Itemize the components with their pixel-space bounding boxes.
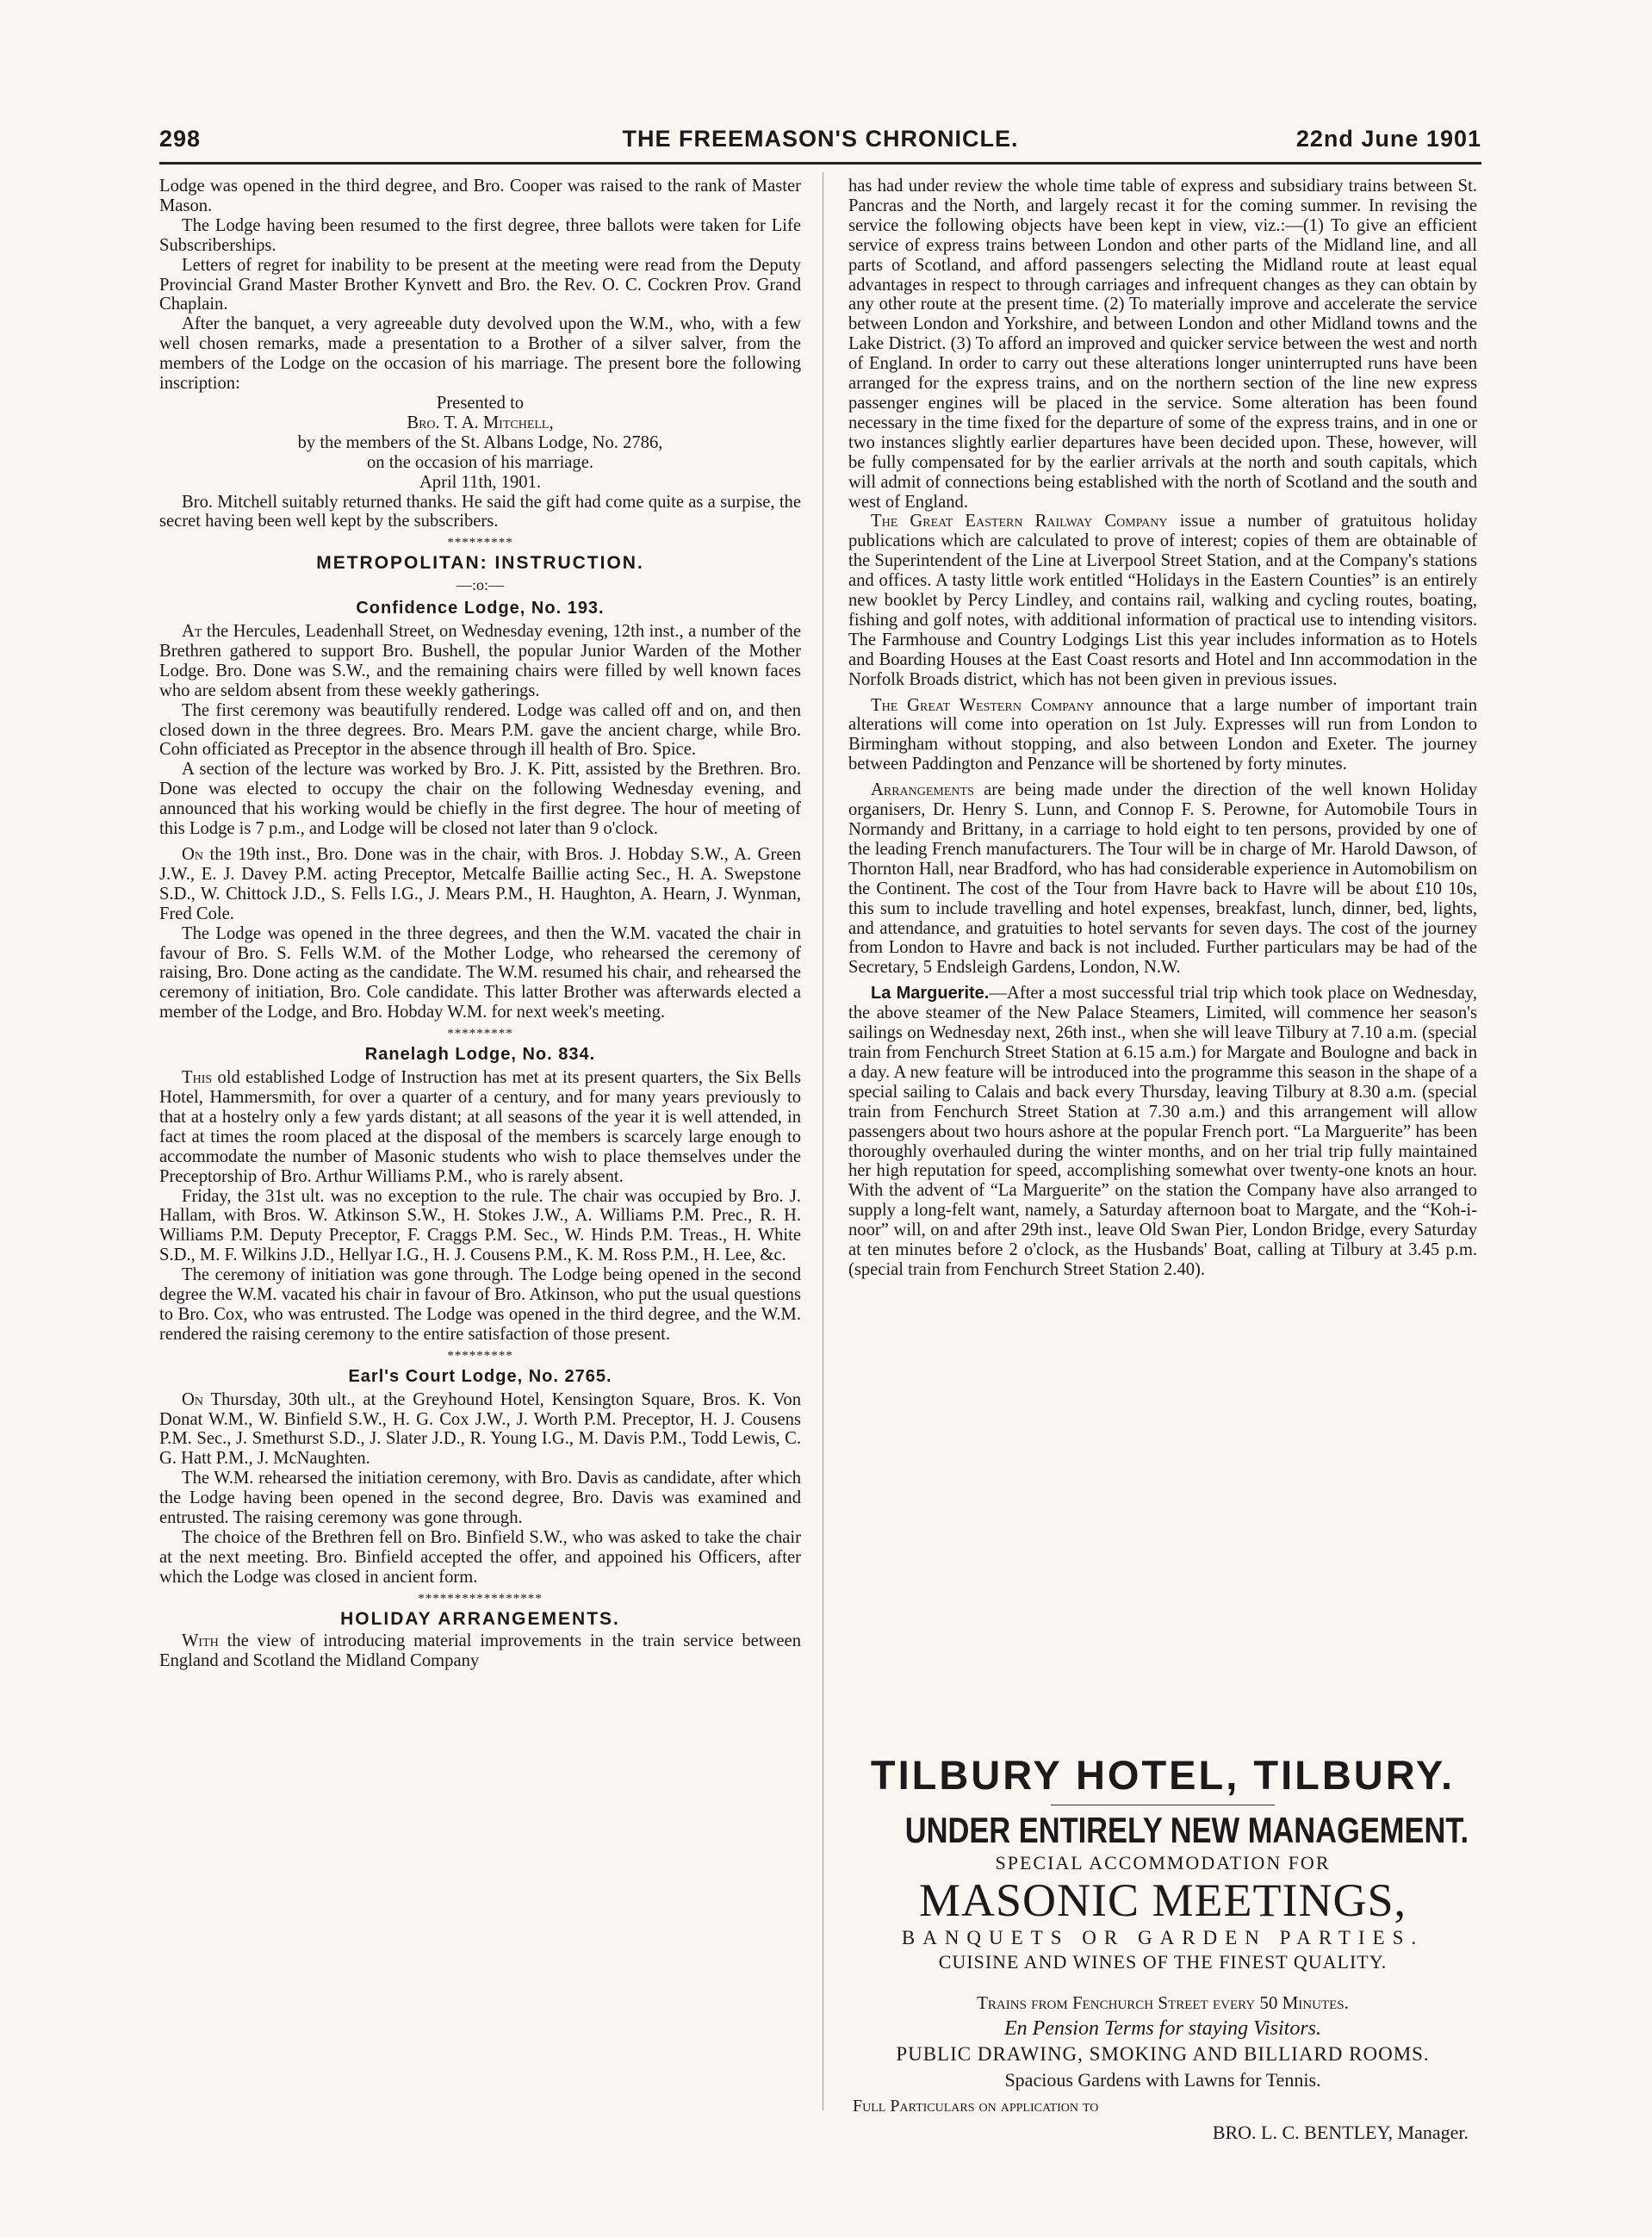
masthead-rule (159, 162, 1481, 165)
publication-title: THE FREEMASON'S CHRONICLE. (622, 126, 1019, 152)
heading-ornament: —:o:— (456, 576, 504, 594)
lead-words: The Great Western Company (871, 695, 1094, 715)
ad-special: SPECIAL ACCOMMODATION FOR (995, 1852, 1331, 1873)
paragraph (848, 696, 1477, 775)
paragraph: The Lodge having been resumed to the first degree, three ballots were taken for Life Subscriberships. (159, 215, 801, 255)
paragraph-text: issue a number of gratuitous holiday publications which are calculated to prove of interest; copies of them are obtainable of the Superintendent of the Line at Liverpool Street Station, and at the Company's stations and offices. A tasty little work entitled “Holidays in the Eastern Counties” is an entirely new booklet by Percy Lindley, and contains rail, walking and cycling routes, boating, fishing and golf notes, with additional information of practical use to intending visitors. The Farmhouse and Country Lodgings List this year includes information as to Hotels and Boarding Houses at the East Coast resorts and Hotel and Inn accommodation in the Norfolk Broads district, which has not been given in previous issues. (848, 512, 1478, 689)
left-column (159, 177, 801, 1670)
paragraph: The first ceremony was beautifully rendered. Lodge was called off and on, and then closed down in the three degrees. Bro. Mears P.M. gave the ancient charge, while Bro. Cohn officiated as Preceptor in the absence through ill health of Bro. Spice. (159, 700, 801, 760)
paragraph: has had under review the whole time table of express and subsidiary trains between St. Pancras and the North, and largely recast it for the coming summer. In revising the service the following objects have been kept in view, viz.:—(1) To give an efficient service of express trains between London and other parts of the Midland line, and all parts of Scotland, and afford passengers selecting the Midland route at least equal advantages in respect to through carriages and infrequent changes as they can obtain by any other route at the present time. (2) To materially improve and accelerate the service between London and Yorkshire, and between London and other Midland towns and the Lake District. (3) To afford an improved and quicker service between the west and north of England. In order to carry out these alterations longer uninterrupted runs have been arranged for the express trains, and on the northern section of the line new express passenger engines will be placed in the service. Some alteration has been found necessary in the time fixed for the departure of some of the express trains, and in one or two instances slightly earlier departures have been decided upon. These, however, will be fully compensated for by the earlier arrivals at the north and south capitals, which will admit of connections being established with the north of Scotland and the south and west of England. (848, 177, 1477, 512)
paragraph: The W.M. rehearsed the initiation ceremony, with Bro. Davis as candidate, after which the Lodge having been opened in the second degree, Bro. Davis was examined and entrusted. The raising ceremony was gone through. (159, 1469, 801, 1528)
section-separator: ********* (447, 1348, 513, 1363)
paragraph (848, 984, 1477, 1280)
paragraph (159, 1390, 801, 1470)
lead-word: At (182, 622, 202, 642)
lead-word: This (182, 1068, 213, 1088)
paragraph-text: the 19th inst., Bro. Done was in the chair, with Bros. J. Hobday S.W., A. Green J.W., E. J. Davey P.M. acting Preceptor, Metcalfe Baillie acting Sec., H. A. Swepstone S.D., W. Chittock J.D., S. Fells I.G., J. Mears P.M., H. Haughton, A. Hearn, J. Wynman, Fred Cole. (159, 845, 801, 923)
section-separator: ********* (447, 536, 513, 550)
section-separator: ***************** (418, 1591, 543, 1606)
inscription-line: by the members of the St. Albans Lodge, No. 2786, (297, 432, 663, 452)
lead-words: Arrangements (871, 780, 974, 800)
lead-word: With (182, 1631, 219, 1650)
ad-manager: BRO. L. C. BENTLEY, Manager. (1212, 2122, 1469, 2143)
paragraph: Friday, the 31st ult. was no exception to the rule. The chair was occupied by Bro. J. Hallam, with Bros. W. Atkinson S.W., H. Stokes J.W., A. Williams P.M. Prec., R. H. Williams P.M. Deputy Preceptor, F. Craggs P.M. Sec., W. Hinds P.M. Treas., H. White S.D., M. F. Wilkins J.D., Hellyar I.G., H. J. Cousens P.M., K. M. Ross P.M., H. Lee, &c. (159, 1186, 801, 1265)
inscription-line: Bro. T. A. Mitchell, (407, 413, 554, 432)
paragraph (159, 1068, 801, 1186)
paragraph: The ceremony of initiation was gone through. The Lodge being opened in the second degree the W.M. vacated his chair in favour of Bro. Atkinson, who put the usual questions to Bro. Cox, who was entrusted. The Lodge was opened in the third degree, and the W.M. rendered the raising ceremony to the entire satisfaction of those present. (159, 1265, 801, 1344)
paragraph: The Lodge was opened in the three degrees, and then the W.M. vacated the chair in favour of Bro. S. Fells W.M. of the Mother Lodge, who rehearsed the ceremony of raising, Bro. Done acting as the candidate. The W.M. resumed his chair, and rehearsed the ceremony of initiation, Bro. Cole candidate. This latter Brother was afterwards elected a member of the Lodge, and Bro. Hobday W.M. for next week's meeting. (159, 923, 801, 1022)
paragraph (848, 780, 1477, 978)
paragraph (848, 512, 1477, 689)
ad-title: TILBURY HOTEL, TILBURY. (870, 1752, 1456, 1798)
paragraph (159, 622, 801, 701)
sub-heading: Confidence Lodge, No. 193. (356, 599, 605, 618)
paragraph: The choice of the Brethren fell on Bro. Binfield S.W., who was asked to take the chair at the next meeting. Bro. Binfield accepted the offer, and appoined his Officers, after which the Lodge was closed in ancient form. (159, 1528, 801, 1587)
paragraph: Letters of regret for inability to be present at the meeting were read from the Deputy Provincial Grand Master Brother Kynvett and Bro. the Rev. O. C. Cockren Prov. Grand Chaplain. (159, 255, 801, 314)
inline-heading: La Marguerite. (871, 984, 990, 1004)
lead-words: The Great Eastern Railway Company (871, 512, 1168, 531)
paragraph-text: Thursday, 30th ult., at the Greyhound Hotel, Kensington Square, Bros. K. Von Donat W.M., W. Binfield S.W., H. G. Cox J.W., J. Worth P.M. Preceptor, H. J. Cousens P.M. Sec., J. Smethurst S.D., J. Slater J.D., R. Young I.G., M. Davis P.M., Todd Lewis, C. G. Hatt P.M., J. McNaughten. (159, 1389, 801, 1469)
paragraph-text: are being made under the direction of the well known Holiday organisers, Dr. Henry S. Lunn, and Connop F. S. Perowne, for Automobile Tours in Normandy and Brittany, in a carriage to hold eight to ten persons, provided by one of the leading French manufacturers. The Tour will be in charge of Mr. Harold Dawson, of Thornton Hall, near Bradford, who has had considerable experience in Automobilism on the Continent. The cost of the Tour from Havre back to Havre will be about £10 10s, this sum to include travelling and hotel expenses, breakfast, lunch, dinner, bed, lights, and attendance, and gratuities to hotel servants for seven days. The cost of the journey from London to Havre and back is not included. Further particulars may be had of the Secretary, 5 Endsleigh Gardens, London, N.W. (848, 780, 1477, 978)
paragraph-text: old established Lodge of Instruction has met at its present quarters, the Six Bells Hotel, Hammersmith, for over a quarter of a century, and for many years previously to that at a hostelry only a few yards distant; at all seasons of the year it is well attended, in fact at times the room placed at the disposal of the members is scarcely large enough to accommodate the number of Masonic students who wish to place themselves under the Preceptorship of Bro. Arthur Williams P.M., who is rarely absent. (159, 1068, 801, 1186)
masthead (159, 121, 1481, 160)
sub-heading: Ranelagh Lodge, No. 834. (364, 1045, 596, 1065)
inscription-line: Presented to (436, 393, 525, 413)
inscription-line: on the occasion of his marriage. (366, 452, 594, 472)
section-heading: HOLIDAY ARRANGEMENTS. (340, 1608, 620, 1629)
lead-word: On (182, 1389, 203, 1409)
section-heading: METROPOLITAN: INSTRUCTION. (316, 553, 644, 574)
ad-pension: En Pension Terms for staying Visitors. (1003, 2017, 1322, 2040)
ad-trains: Trains from Fenchurch Street every 50 Minutes. (977, 1992, 1349, 2013)
ad-rooms: PUBLIC DRAWING, SMOKING AND BILLIARD ROOMS. (896, 2043, 1430, 2065)
section-separator: ********* (447, 1027, 513, 1041)
right-column (848, 177, 1477, 1280)
hotel-advertisement (848, 1751, 1477, 2147)
ad-masonic: MASONIC MEETINGS, (918, 1874, 1407, 1926)
paragraph: A section of the lecture was worked by Bro. J. K. Pitt, assisted by the Brethren. Bro. Done was elected to occupy the chair on the following Wednesday evening, and announced that his working would be chiefly in the first degree. The hour of meeting of this Lodge is 7 p.m., and Lodge will be closed not later than 9 o'clock. (159, 760, 801, 839)
paragraph-text: announce that a large number of important train alterations will come into operation on 1st July. Expresses will run from London to Birmingham without stopping, and also between London and Exeter. The journey between Paddington and Penzance will be shortened by forty minutes. (848, 695, 1477, 774)
paragraph: Bro. Mitchell suitably returned thanks. He said the gift had come quite as a surpise, the secret having been well kept by the subscribers. (159, 492, 801, 531)
ad-cuisine: CUISINE AND WINES OF THE FINEST QUALITY. (938, 1951, 1388, 1973)
paragraph: Lodge was opened in the third degree, and Bro. Cooper was raised to the rank of Master Mason. (159, 177, 801, 215)
issue-date: 22nd June 1901 (1295, 126, 1481, 152)
inscription-line: April 11th, 1901. (419, 472, 542, 492)
paragraph-text: —After a most successful trial trip which took place on Wednesday, the above steamer of the New Palace Steamers, Limited, will commence her season's sailings on Wednesday next, 26th inst., when she will leave Tilbury at 7.10 a.m. (special train from Fenchurch Street Station at 6.15 a.m.) for Margate and Boulogne and back in a day. A new feature will be introduced into the programme this season in the shape of a special sailing to Calais and back every Thursday, leaving Tilbury at 8.30 a.m. (special train from Fenchurch Street Station at 7.30 a.m.) and this arrangement will allow passengers about two hours ashore at the popular French port. “La Marguerite” has been thoroughly overhauled during the winter months, and on her trial trip fully maintained her high reputation for speed, accomplishing somewhat over twenty-one knots an hour. With the advent of “La Marguerite” on the station the Company have also arranged to supply a long-felt want, namely, a Saturday afternoon boat to Margate, and the “Koh-i-noor” will, on and after 29th inst., leave Old Swan Pier, London Bridge, every Saturday at ten minutes before 2 o'clock, as the Husbands' Boat, calling at Tilbury at 3.45 p.m. (special train from Fenchurch Street Station 2.40). (848, 984, 1477, 1279)
ad-gardens: Spacious Gardens with Lawns for Tennis. (1004, 2069, 1321, 2091)
page-number: 298 (159, 126, 202, 152)
lead-word: On (182, 845, 203, 864)
sub-heading: Earl's Court Lodge, No. 2765. (348, 1366, 612, 1386)
paragraph-text: the view of introducing material improvements in the train service between England and Scotland the Midland Company (159, 1631, 801, 1670)
ad-full-particulars: Full Particulars on application to (853, 2097, 1099, 2116)
paragraph: After the banquet, a very agreeable duty devolved upon the W.M., who, with a few well chosen remarks, made a presentation to a Brother of a silver salver, from the members of the Lodge on the occasion of his marriage. The present bore the following inscription: (159, 314, 801, 394)
paragraph (159, 845, 801, 924)
ad-banquets: BANQUETS OR GARDEN PARTIES. (901, 1927, 1425, 1948)
paragraph (159, 1631, 801, 1671)
ad-management: UNDER ENTIRELY NEW MANAGEMENT. (904, 1810, 1469, 1850)
paragraph-text: the Hercules, Leadenhall Street, on Wednesday evening, 12th inst., a number of the Brethren gathered to support Bro. Bushell, the popular Junior Warden of the Mother Lodge. Bro. Done was S.W., and the remaining chairs were filled by well known faces who are seldom absent from these weekly gatherings. (159, 622, 801, 700)
